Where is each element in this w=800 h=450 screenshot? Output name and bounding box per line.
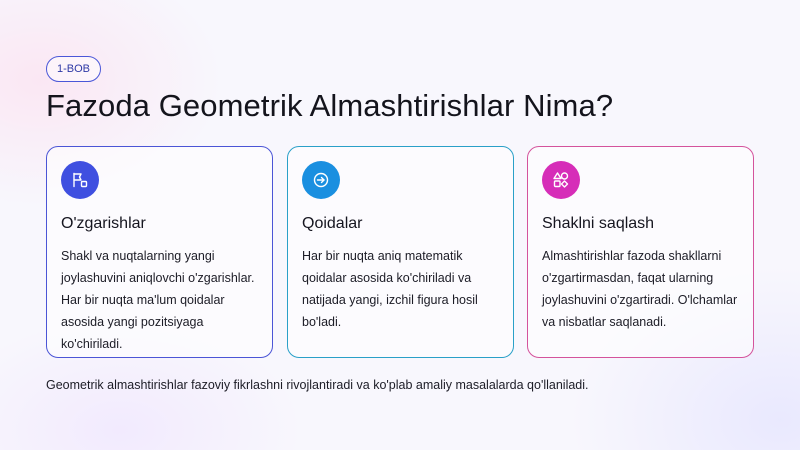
shapes-icon — [542, 161, 580, 199]
card-description: Har bir nuqta aniq matematik qoidalar asosida ko'chiriladi va natijada yangi, izchil figura hosil bo'ladi. — [302, 249, 478, 329]
card-ozgarishlar — [46, 146, 273, 358]
card-shaklni-saqlash — [527, 146, 754, 358]
card-description: Almashtirishlar fazoda shakllarni o'zgartirmasdan, faqat ularning joylashuvini o'zgartiradi. O'lchamlar va nisbatlar saqlanadi. — [542, 249, 738, 329]
footer-note: Geometrik almashtirishlar fazoviy fikrlashni rivojlantiradi va ko'plab amaliy masalalarda qo'llaniladi. — [46, 378, 589, 392]
card-title: Qoidalar — [302, 215, 363, 232]
card-title: O'zgarishlar — [61, 215, 146, 232]
chapter-badge: 1-BOB — [46, 56, 101, 82]
card-title: Shaklni saqlash — [542, 215, 655, 232]
page-title: Fazoda Geometrik Almashtirishlar Nima? — [46, 88, 614, 123]
card-description: Shakl va nuqtalarning yangi joylashuvini aniqlovchi o'zgarishlar. Har bir nuqta ma'lum qoidalar asosida yangi pozitsiyaga ko'chiriladi. — [61, 249, 255, 351]
shape-transform-icon — [61, 161, 99, 199]
card-qoidalar — [287, 146, 514, 358]
arrow-circle-icon — [302, 161, 340, 199]
